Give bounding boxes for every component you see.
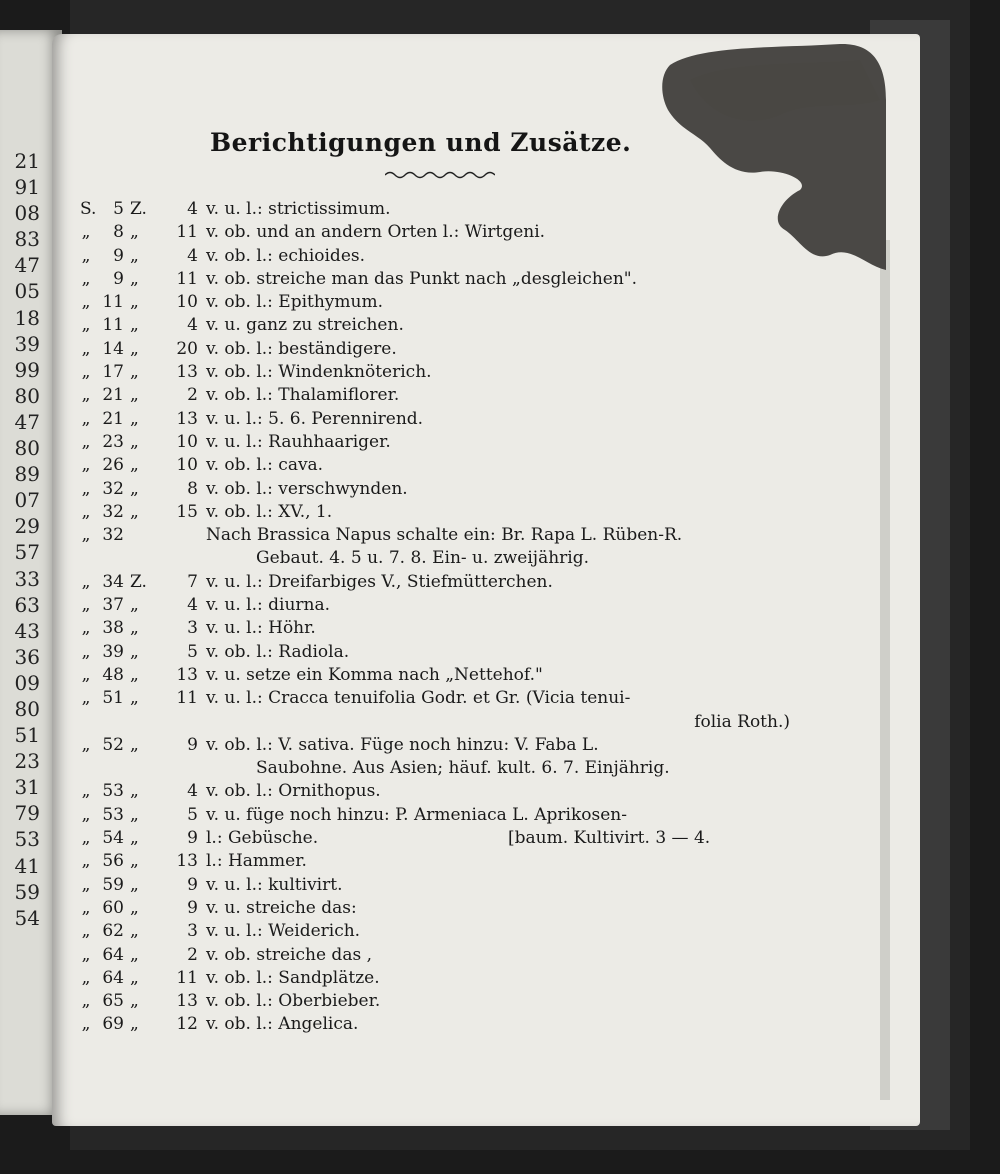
ditto-mark: „ [81,222,91,243]
margin-number: 53 [14,827,40,852]
correction-entry [70,920,790,943]
page-number: 8 [113,222,124,243]
page-number: 52 [102,734,124,755]
line-number: 10 [176,292,198,313]
margin-number: 41 [14,853,40,878]
correction-text: v. ob. l.: Radiola. [206,641,350,662]
margin-number: 47 [14,253,40,278]
margin-number: 57 [14,540,40,565]
correction-entry [70,664,790,687]
correction-entry [70,1013,790,1036]
page-number: 69 [102,1014,124,1035]
line-number: 9 [187,897,198,918]
line-number: 4 [187,245,198,266]
page-number: 21 [102,385,124,406]
correction-text: v. ob. l.: Windenknöterich. [206,362,432,383]
margin-number: 47 [14,409,40,434]
margin-number: 21 [14,149,40,173]
correction-entry [70,431,790,454]
margin-number: 39 [14,331,40,356]
line-marker: „ [130,804,139,825]
margin-number: 18 [14,305,40,330]
page-number: 23 [102,431,124,452]
correction-entry [70,967,790,990]
correction-entry [70,221,790,244]
correction-entry [70,314,790,337]
line-marker: „ [130,921,139,942]
correction-text: v. ob. streiche das , [206,944,372,965]
page-edge [880,240,890,1100]
line-marker: „ [130,1014,139,1035]
correction-text: v. ob. l.: echioides. [206,245,366,266]
page-number: 38 [102,618,124,639]
line-marker: „ [130,664,139,685]
correction-entry [70,384,790,407]
line-number: 5 [187,804,198,825]
page-number: 34 [102,571,124,592]
correction-entry [70,944,790,967]
margin-number: 80 [14,383,40,408]
page-number: 26 [102,455,124,476]
correction-text: v. ob. l.: Thalamiflorer. [206,385,400,406]
line-number: 9 [187,828,198,849]
correction-entry [70,547,790,570]
line-number: 15 [176,501,198,522]
line-marker: „ [130,455,139,476]
page-number: 53 [102,781,124,802]
line-marker: „ [130,828,139,849]
line-number: 2 [187,385,198,406]
correction-entry [70,408,790,431]
line-marker: „ [130,618,139,639]
correction-entry [70,361,790,384]
correction-text: v. u. setze ein Komma nach „Nettehof." [206,664,543,685]
page-number: 62 [102,921,124,942]
correction-text: v. u. ganz zu streichen. [206,315,404,336]
ditto-mark: S. [80,199,97,219]
line-number: 2 [187,944,198,965]
correction-entry [70,687,790,710]
line-number: 13 [176,664,198,685]
line-number: 12 [176,1014,198,1035]
page-number: 5 [113,199,124,219]
line-marker: „ [130,641,139,662]
page-number: 65 [102,991,124,1012]
ditto-mark: „ [81,921,91,942]
corrections-list [70,198,790,1037]
ditto-mark: „ [81,944,91,965]
correction-text: v. u. l.: 5. 6. Perennirend. [206,408,424,429]
margin-number: 79 [14,801,40,826]
ditto-mark: „ [81,1014,91,1035]
correction-text: v. ob. l.: Epithymum. [206,292,383,313]
page-number: 64 [102,967,124,988]
margin-number: 05 [14,279,40,304]
page-number: 53 [102,804,124,825]
ditto-mark: „ [81,618,91,639]
correction-text: v. ob. und an andern Orten l.: Wirtgeni. [206,222,546,243]
correction-text: v. u. füge noch hinzu: P. Armeniaca L. Aprikosen- [206,804,627,825]
margin-number: 43 [14,618,40,643]
ditto-mark: „ [81,967,91,988]
correction-text: v. ob. l.: Angelica. [206,1014,359,1035]
line-marker: „ [130,851,139,872]
correction-text: v. ob. l.: Sandplätze. [206,967,380,988]
margin-number: 08 [14,201,40,226]
correction-text: v. u. l.: Cracca tenuifolia Godr. et Gr. (Vicia tenui- [206,688,631,709]
ditto-mark: „ [81,874,91,895]
line-marker: „ [130,967,139,988]
margin-number: 63 [14,592,40,617]
page-number: 9 [113,245,124,266]
correction-text: v. u. l.: kultivirt. [206,874,343,895]
line-marker: „ [130,991,139,1012]
ditto-mark: „ [81,362,91,383]
ditto-mark: „ [81,595,91,616]
line-marker: „ [130,781,139,802]
correction-text: v. ob. l.: XV., 1. [206,501,333,522]
ditto-mark: „ [81,664,91,685]
line-marker: „ [130,944,139,965]
correction-entry [70,454,790,477]
line-number: 4 [187,595,198,616]
line-marker: „ [130,315,139,336]
margin-number: 31 [14,775,40,800]
line-number: 11 [176,222,198,243]
ditto-mark: „ [81,734,91,755]
line-number: 13 [176,851,198,872]
correction-entry [70,245,790,268]
margin-number: 09 [14,670,40,695]
line-number: 7 [187,571,198,592]
ditto-mark: „ [81,268,91,289]
correction-text: v. u. l.: Höhr. [206,618,316,639]
correction-text: v. ob. l.: Ornithopus. [206,781,381,802]
continuation-text-right: folia Roth.) [694,711,790,732]
page-number: 32 [102,525,124,546]
page-number: 59 [102,874,124,895]
line-number: 9 [187,874,198,895]
line-marker: „ [130,338,139,359]
line-marker: „ [130,688,139,709]
continuation-text-inline: [baum. Kultivirt. 3 — 4. [508,828,711,849]
line-marker: Z. [130,571,147,592]
margin-number: 54 [14,905,40,930]
page-number: 39 [102,641,124,662]
page-number: 14 [102,338,124,359]
correction-entry [70,501,790,524]
margin-number: 80 [14,436,40,461]
correction-entry [70,827,790,850]
correction-text: v. u. streiche das: [206,897,357,918]
line-marker: „ [130,362,139,383]
correction-entry [70,198,790,221]
page-number: 51 [102,688,124,709]
ditto-mark: „ [81,501,91,522]
line-marker: „ [130,268,139,289]
correction-text: l.: Gebüsche. [206,828,319,849]
correction-text: v. ob. streiche man das Punkt nach „desgleichen". [206,268,638,289]
line-marker: „ [130,222,139,243]
line-number: 11 [176,268,198,289]
correction-text: v. u. l.: Weiderich. [206,921,361,942]
line-marker: „ [130,501,139,522]
correction-entry [70,804,790,827]
line-number: 11 [176,967,198,988]
page-number: 11 [102,292,124,313]
page-number: 11 [102,315,124,336]
margin-number: 59 [14,879,40,904]
margin-number: 29 [14,514,40,539]
margin-number: 99 [14,357,40,382]
correction-entry [70,594,790,617]
line-marker: „ [130,874,139,895]
ditto-mark: „ [81,781,91,802]
ditto-mark: „ [81,478,91,499]
ditto-mark: „ [81,525,91,546]
margin-number: 80 [14,696,40,721]
correction-entry [70,338,790,361]
line-number: 13 [176,362,198,383]
line-number: 13 [176,991,198,1012]
correction-text: v. u. l.: Rauhhaariger. [206,431,391,452]
correction-text: Nach Brassica Napus schalte ein: Br. Rapa L. Rüben-R. [206,525,683,546]
ditto-mark: „ [81,804,91,825]
line-marker: Z. [130,199,147,219]
line-number: 4 [187,781,198,802]
ditto-mark: „ [81,315,91,336]
ditto-mark: „ [81,338,91,359]
page-number: 32 [102,478,124,499]
page-number: 17 [102,362,124,383]
page-number: 60 [102,897,124,918]
correction-entry [70,850,790,873]
page-number: 48 [102,664,124,685]
title-ornament [385,170,495,180]
line-number: 20 [176,338,198,359]
margin-number: 91 [14,175,40,200]
line-number: 10 [176,455,198,476]
ditto-mark: „ [81,292,91,313]
correction-entry [70,641,790,664]
ditto-mark: „ [81,641,91,662]
margin-number: 23 [14,749,40,774]
line-marker: „ [130,245,139,266]
line-marker: „ [130,408,139,429]
page-number: 54 [102,828,124,849]
line-number: 11 [176,688,198,709]
line-marker: „ [130,478,139,499]
continuation-text: Saubohne. Aus Asien; häuf. kult. 6. 7. Einjährig. [256,758,670,779]
continuation-text: Gebaut. 4. 5 u. 7. 8. Ein- u. zweijährig. [256,548,590,569]
ditto-mark: „ [81,828,91,849]
ditto-mark: „ [81,455,91,476]
margin-number: 83 [14,227,40,252]
line-number: 8 [187,478,198,499]
ditto-mark: „ [81,688,91,709]
correction-entry [70,571,790,594]
line-marker: „ [130,292,139,313]
line-number: 4 [187,315,198,336]
correction-text: v. ob. l.: Oberbieber. [206,991,381,1012]
line-number: 9 [187,734,198,755]
ditto-mark: „ [81,385,91,406]
correction-text: v. u. l.: Dreifarbiges V., Stiefmütterchen. [206,571,553,592]
line-number: 4 [187,199,198,219]
page-number: 64 [102,944,124,965]
correction-entry [70,990,790,1013]
line-number: 13 [176,408,198,429]
correction-text: v. ob. l.: beständigere. [206,338,397,359]
line-marker: „ [130,385,139,406]
page-title: Berichtigungen und Zusätze. [210,128,632,157]
line-marker: „ [130,431,139,452]
correction-text: v. ob. l.: V. sativa. Füge noch hinzu: V. Faba L. [206,734,599,755]
margin-number: 33 [14,566,40,591]
correction-text: v. u. l.: diurna. [206,595,331,616]
correction-entry [70,874,790,897]
line-number: 3 [187,921,198,942]
line-marker: „ [130,897,139,918]
correction-text: v. u. l.: strictissimum. [206,199,391,219]
margin-number: 89 [14,462,40,487]
correction-entry [70,711,790,734]
margin-number: 51 [14,723,40,748]
margin-number: 36 [14,644,40,669]
ditto-mark: „ [81,245,91,266]
line-number: 5 [187,641,198,662]
correction-entry [70,897,790,920]
page-number: 37 [102,595,124,616]
margin-number: 07 [14,488,40,513]
correction-text: v. ob. l.: cava. [206,455,324,476]
correction-entry [70,617,790,640]
correction-entry [70,757,790,780]
ditto-mark: „ [81,431,91,452]
correction-text: v. ob. l.: verschwynden. [206,478,408,499]
correction-entry [70,780,790,803]
line-number: 3 [187,618,198,639]
ditto-mark: „ [81,897,91,918]
page-number: 32 [102,501,124,522]
left-page-number-column [0,148,40,931]
line-marker: „ [130,734,139,755]
correction-entry [70,478,790,501]
page-number: 9 [113,268,124,289]
correction-entry [70,291,790,314]
page-number: 56 [102,851,124,872]
correction-entry [70,734,790,757]
ditto-mark: „ [81,408,91,429]
page-number: 21 [102,408,124,429]
ditto-mark: „ [81,991,91,1012]
correction-entry [70,524,790,547]
line-marker: „ [130,595,139,616]
correction-text: l.: Hammer. [206,851,307,872]
ditto-mark: „ [81,851,91,872]
correction-entry [70,268,790,291]
line-number: 10 [176,431,198,452]
ditto-mark: „ [81,571,91,592]
